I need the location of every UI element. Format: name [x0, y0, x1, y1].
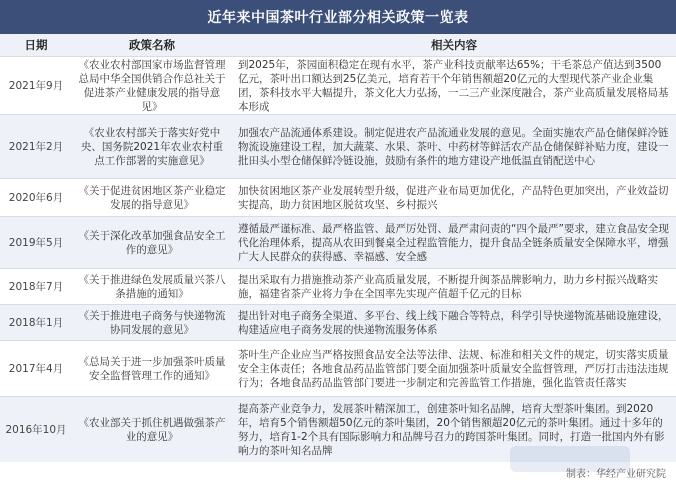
row-date: 2018年7月 — [8, 281, 64, 293]
row-date: 2016年10月 — [5, 424, 67, 436]
row-date: 2021年2月 — [8, 141, 64, 153]
table-title-text: 近年来中国茶叶行业部分相关政策一览表 — [207, 10, 469, 26]
table-row — [0, 56, 676, 114]
row-content: 提高茶产业竞争力，发展茶叶精深加工，创建茶叶知名品牌，培育大型茶叶集团。到2020年，培育5个销售额超50亿元的茶叶集团，20个销售额超20亿元的茶叶集团。通过十多年的努力，培育1-2个具有国际影响力和品牌号召力的跨国茶叶集团。同时，打造一批国内外有影响力的茶叶知名品牌 — [238, 402, 665, 457]
row-content: 茶叶生产企业应当严格按照食品安全法等法律、法规、标准和相关文件的规定，切实落实质量安全主体责任；各地食品药品监管部门要全面加强茶叶质量安全监督管理，严厉打击违法违规行为；各地食品药品监管部门要进一步制定和完善监管工作措施，强化监管责任落实 — [238, 348, 669, 389]
row-date: 2019年5月 — [8, 237, 64, 249]
table-row — [0, 268, 676, 304]
table-title — [0, 0, 676, 34]
row-content: 遵循最严谨标准、最严格监管、最严厉处罚、最严肃问责的“四个最严”要求，建立食品安全现代化治理体系，提高从农田到餐桌全过程监管能力，提升食品全链条质量安全保障水平，增强广大人民群众的获得感、幸福感、安全感 — [238, 222, 669, 263]
row-policy-name: 《关于深化改革加强食品安全工作的意见》 — [78, 229, 226, 256]
row-date: 2017年4月 — [8, 363, 64, 375]
table-row — [0, 114, 676, 178]
table-row — [0, 340, 676, 396]
row-policy-name: 《总局关于进一步加强茶叶质量安全监督管理工作的通知》 — [78, 355, 226, 382]
table-row — [0, 216, 676, 268]
row-date: 2018年1月 — [8, 317, 64, 329]
row-policy-name: 《关于促进贫困地区茶产业稳定发展的指导意见》 — [78, 184, 226, 211]
row-policy-name: 《农业农村部国家市场监督管理总局中华全国供销合作总社关于促进茶产业健康发展的指导意见》 — [78, 58, 226, 113]
row-content: 加快贫困地区茶产业发展转型升级，促进产业布局更加优化，产品特色更加突出，产业效益切实提高，助力贫困地区脱贫攻坚、乡村振兴 — [238, 184, 669, 211]
row-policy-name: 《农业部关于抓住机遇做强茶产业的意见》 — [78, 416, 226, 443]
row-content: 到2025年，茶园面积稳定在现有水平，茶产业科技贡献率达65%；干毛茶总产值达到3500亿元，茶叶出口额达到25亿美元，培育若干个年销售额超20亿元的大型现代茶产业企业集团，茶科技水平大幅提升，茶文化大力弘扬，一二三产业深度融合，茶产业高质量发展格局基本形成 — [238, 58, 669, 113]
row-date: 2020年6月 — [8, 192, 64, 204]
header-content: 相关内容 — [431, 38, 477, 52]
row-content: 提出针对电子商务全渠道、多平台、线上线下融合等特点，科学引导快递物流基础设施建设，构建适应电子商务发展的快递物流服务体系 — [238, 309, 669, 336]
header-policy-name: 政策名称 — [129, 38, 175, 52]
row-policy-name: 《关于推进绿色发展质量兴茶八条措施的通知》 — [78, 273, 226, 300]
table-row — [0, 178, 676, 216]
header-date: 日期 — [24, 38, 48, 52]
row-policy-name: 《关于推进电子商务与快递物流协同发展的意见》 — [78, 309, 226, 336]
row-policy-name: 《农业农村部关于落实好党中央、国务院2021年农业农村重点工作部署的实施意见》 — [80, 126, 224, 167]
row-content: 提出采取有力措施推动茶产业高质量发展，不断提升闽茶品牌影响力，助力乡村振兴战略实施，福建省茶产业将力争在全国率先实现产值超千亿元的目标 — [238, 273, 658, 300]
row-content: 加强农产品流通体系建设。制定促进农产品流通业发展的意见。全面实施农产品仓储保鲜冷链物流设施建设工程，加大蔬菜、水果、茶叶、中药材等鲜活农产品仓储保鲜补贴力度，建设一批田头小型仓储保鲜冷链设施，鼓励有条件的地方建设产地低温直销配送中心 — [238, 126, 669, 167]
row-date: 2021年9月 — [8, 80, 64, 92]
table-row — [0, 304, 676, 340]
table-header-row — [0, 34, 676, 56]
source-note: 制表：华经产业研究院 — [566, 469, 666, 480]
